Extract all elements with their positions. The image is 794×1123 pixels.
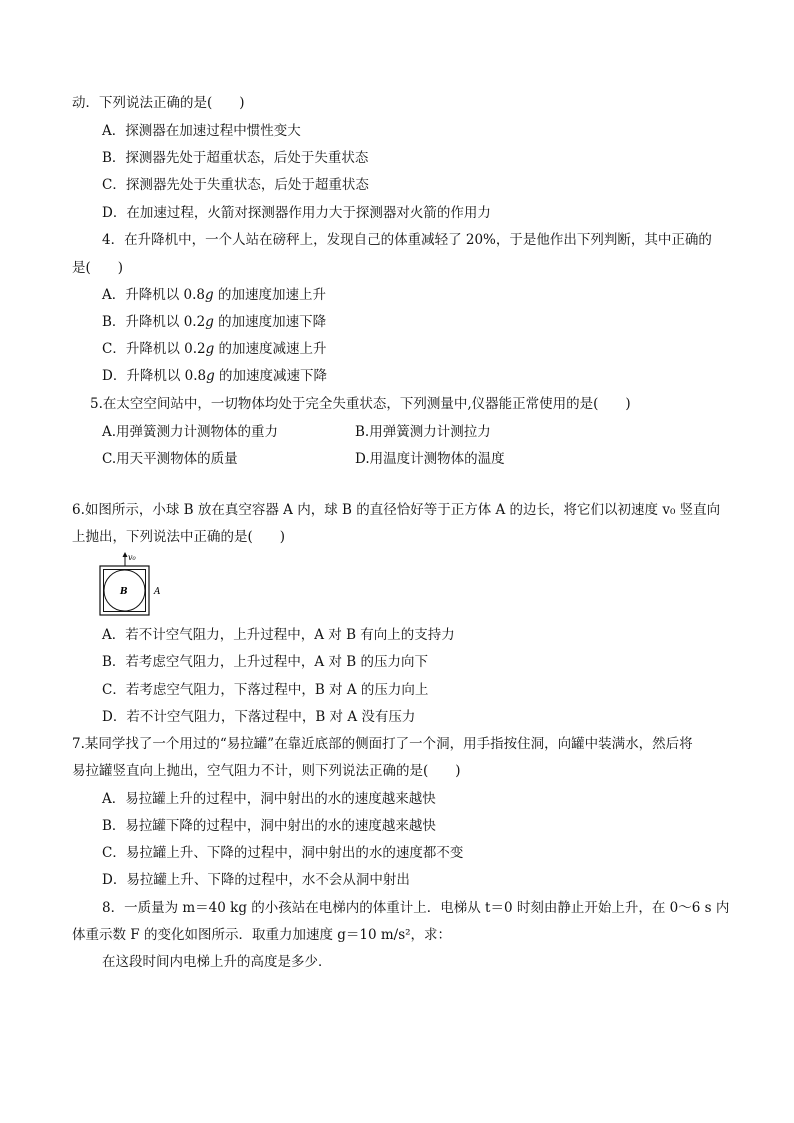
q6-option-d: D．若不计空气阻力，下落过程中，B 对 A 没有压力	[102, 709, 416, 725]
q8-question: 在这段时间内电梯上升的高度是多少．	[102, 954, 332, 970]
q6-option-b: B．若考虑空气阻力，上升过程中，A 对 B 的压力向下	[102, 654, 428, 670]
q6-option-a: A．若不计空气阻力，上升过程中，A 对 B 有向上的支持力	[102, 627, 455, 643]
q5-option-b: B.用弹簧测力计测拉力	[355, 424, 491, 440]
q6-option-c: C．若考虑空气阻力，下落过程中，B 对 A 的压力向上	[102, 682, 429, 698]
q4-option-d: D．升降机以 0.8g 的加速度减速下降	[102, 368, 328, 384]
q7-option-b: B．易拉罐下降的过程中，洞中射出的水的速度越来越快	[102, 818, 436, 834]
arrow-head-icon	[123, 552, 128, 557]
q4-option-a: A．升降机以 0.8g 的加速度加速上升	[102, 287, 326, 303]
ball-in-box-figure	[99, 552, 179, 622]
q4-stem-line2: 是( )	[72, 260, 124, 276]
q8-stem-line1: 8．一质量为 m＝40 kg 的小孩站在电梯内的体重计上．电梯从 t＝0 时刻由静止开始上升，在 0～6 s 内	[102, 900, 730, 916]
q6-stem-line2: 上抛出，下列说法中正确的是( )	[72, 529, 286, 545]
q4-option-b: B．升降机以 0.2g 的加速度加速下降	[102, 314, 327, 330]
q3-option-d: D．在加速过程，火箭对探测器作用力大于探测器对火箭的作用力	[102, 205, 491, 221]
q5-option-a: A.用弹簧测力计测物体的重力	[102, 424, 279, 440]
q6-stem-line1: 6.如图所示，小球 B 放在真空容器 A 内，球 B 的直径恰好等于正方体 A 的边长，将它们以初速度 v₀ 竖直向	[72, 502, 721, 518]
q3-option-c: C．探测器先处于失重状态，后处于超重状态	[102, 177, 369, 193]
q7-option-a: A．易拉罐上升的过程中，洞中射出的水的速度越来越快	[102, 791, 436, 807]
q8-stem-line2: 体重示数 F 的变化如图所示．取重力加速度 g＝10 m/s²，求：	[72, 927, 452, 943]
velocity-label: v₀	[128, 553, 136, 562]
q5-stem: 5.在太空空间站中，一切物体均处于完全失重状态，下列测量中,仪器能正常使用的是( )	[90, 396, 631, 412]
q7-option-c: C．易拉罐上升、下降的过程中，洞中射出的水的速度都不变	[102, 845, 464, 861]
q7-stem-line2: 易拉罐竖直向上抛出，空气阻力不计，则下列说法正确的是( )	[72, 763, 461, 779]
box-label: A	[154, 587, 161, 597]
ball-label: B	[120, 587, 128, 597]
q3-option-b: B．探测器先处于超重状态，后处于失重状态	[102, 150, 369, 166]
q3-stem-tail: 动．下列说法正确的是( )	[72, 95, 245, 111]
q3-option-a: A．探测器在加速过程中惯性变大	[102, 123, 301, 139]
q5-option-c: C.用天平测物体的质量	[102, 451, 238, 467]
q7-stem-line1: 7.某同学找了一个用过的“易拉罐”在靠近底部的侧面打了一个洞，用手指按住洞，向罐中装满水，然后将	[72, 736, 693, 752]
q4-option-c: C．升降机以 0.2g 的加速度减速上升	[102, 341, 327, 357]
q4-stem-line1: 4．在升降机中，一个人站在磅秤上，发现自己的体重减轻了 20%，于是他作出下列判断，其中正确的	[102, 232, 712, 248]
q5-option-d: D.用温度计测物体的温度	[355, 451, 505, 467]
q7-option-d: D．易拉罐上升、下降的过程中，水不会从洞中射出	[102, 872, 410, 888]
